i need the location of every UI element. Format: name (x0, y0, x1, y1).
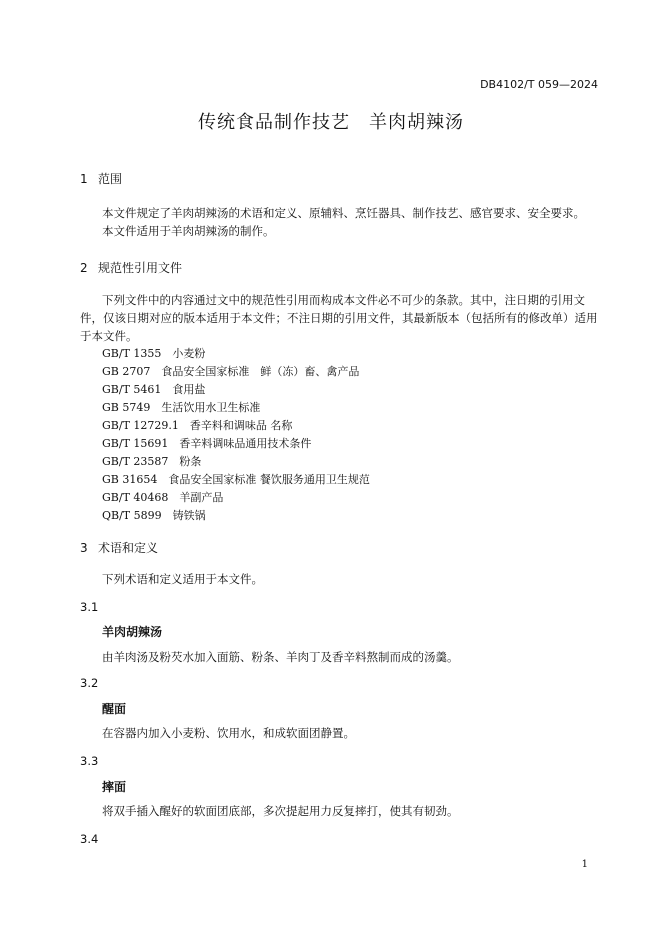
term-name: 醒面 (102, 702, 127, 716)
term-definition: 将双手插入醒好的软面团底部，多次提起用力反复摔打，使其有韧劲。 (102, 804, 459, 818)
reference-item: GB/T 40468 羊副产品 (102, 491, 224, 504)
term-definition: 在容器内加入小麦粉、饮用水，和成软面团静置。 (102, 726, 355, 740)
term-number: 3.4 (80, 832, 99, 846)
section-3-heading (80, 539, 158, 556)
reference-item: GB 5749 生活饮用水卫生标准 (102, 401, 261, 414)
section-number: 3 (80, 541, 88, 555)
reference-item: QB/T 5899 铸铁锅 (102, 509, 206, 522)
reference-item: GB/T 1355 小麦粉 (102, 347, 206, 360)
section-2-heading (80, 259, 182, 276)
document-title: 传统食品制作技艺 羊肉胡辣汤 (198, 112, 464, 133)
section-number: 1 (80, 172, 88, 186)
normative-intro-paragraph (80, 291, 600, 345)
reference-item: GB 31654 食品安全国家标准 餐饮服务通用卫生规范 (102, 473, 370, 486)
paragraph: 下列术语和定义适用于本文件。 (102, 572, 263, 586)
section-title: 术语和定义 (98, 541, 159, 555)
term-number: 3.1 (80, 600, 99, 614)
section-1-heading (80, 170, 122, 187)
paragraph: 本文件适用于羊肉胡辣汤的制作。 (102, 224, 275, 238)
reference-item: GB/T 12729.1 香辛料和调味品 名称 (102, 419, 293, 432)
section-title: 范围 (98, 172, 123, 186)
term-number: 3.3 (80, 754, 99, 768)
term-number: 3.2 (80, 676, 99, 690)
section-number: 2 (80, 261, 88, 275)
term-definition: 由羊肉汤及粉芡水加入面筋、粉条、羊肉丁及香辛料熬制而成的汤羹。 (102, 650, 459, 664)
reference-item: GB/T 5461 食用盐 (102, 383, 206, 396)
section-title: 规范性引用文件 (98, 261, 183, 275)
paragraph: 本文件规定了羊肉胡辣汤的术语和定义、原辅料、烹饪器具、制作技艺、感官要求、安全要求。 (102, 206, 585, 220)
term-name: 摔面 (102, 780, 127, 794)
term-name: 羊肉胡辣汤 (102, 625, 163, 639)
page-number: 1 (581, 859, 588, 870)
paragraph-text: 下列文件中的内容通过文中的规范性引用而构成本文件必不可少的条款。其中，注日期的引用文件，仅该日期对应的版本适用于本文件；不注日期的引用文件，其最新版本（包括所有的修改单）适用于本文件。 (80, 293, 598, 343)
standard-number: DB4102/T 059—2024 (480, 78, 598, 91)
reference-item: GB/T 23587 粉条 (102, 455, 202, 468)
reference-item: GB/T 15691 香辛料调味品通用技术条件 (102, 437, 312, 450)
reference-item: GB 2707 食品安全国家标准 鲜（冻）畜、禽产品 (102, 365, 360, 378)
